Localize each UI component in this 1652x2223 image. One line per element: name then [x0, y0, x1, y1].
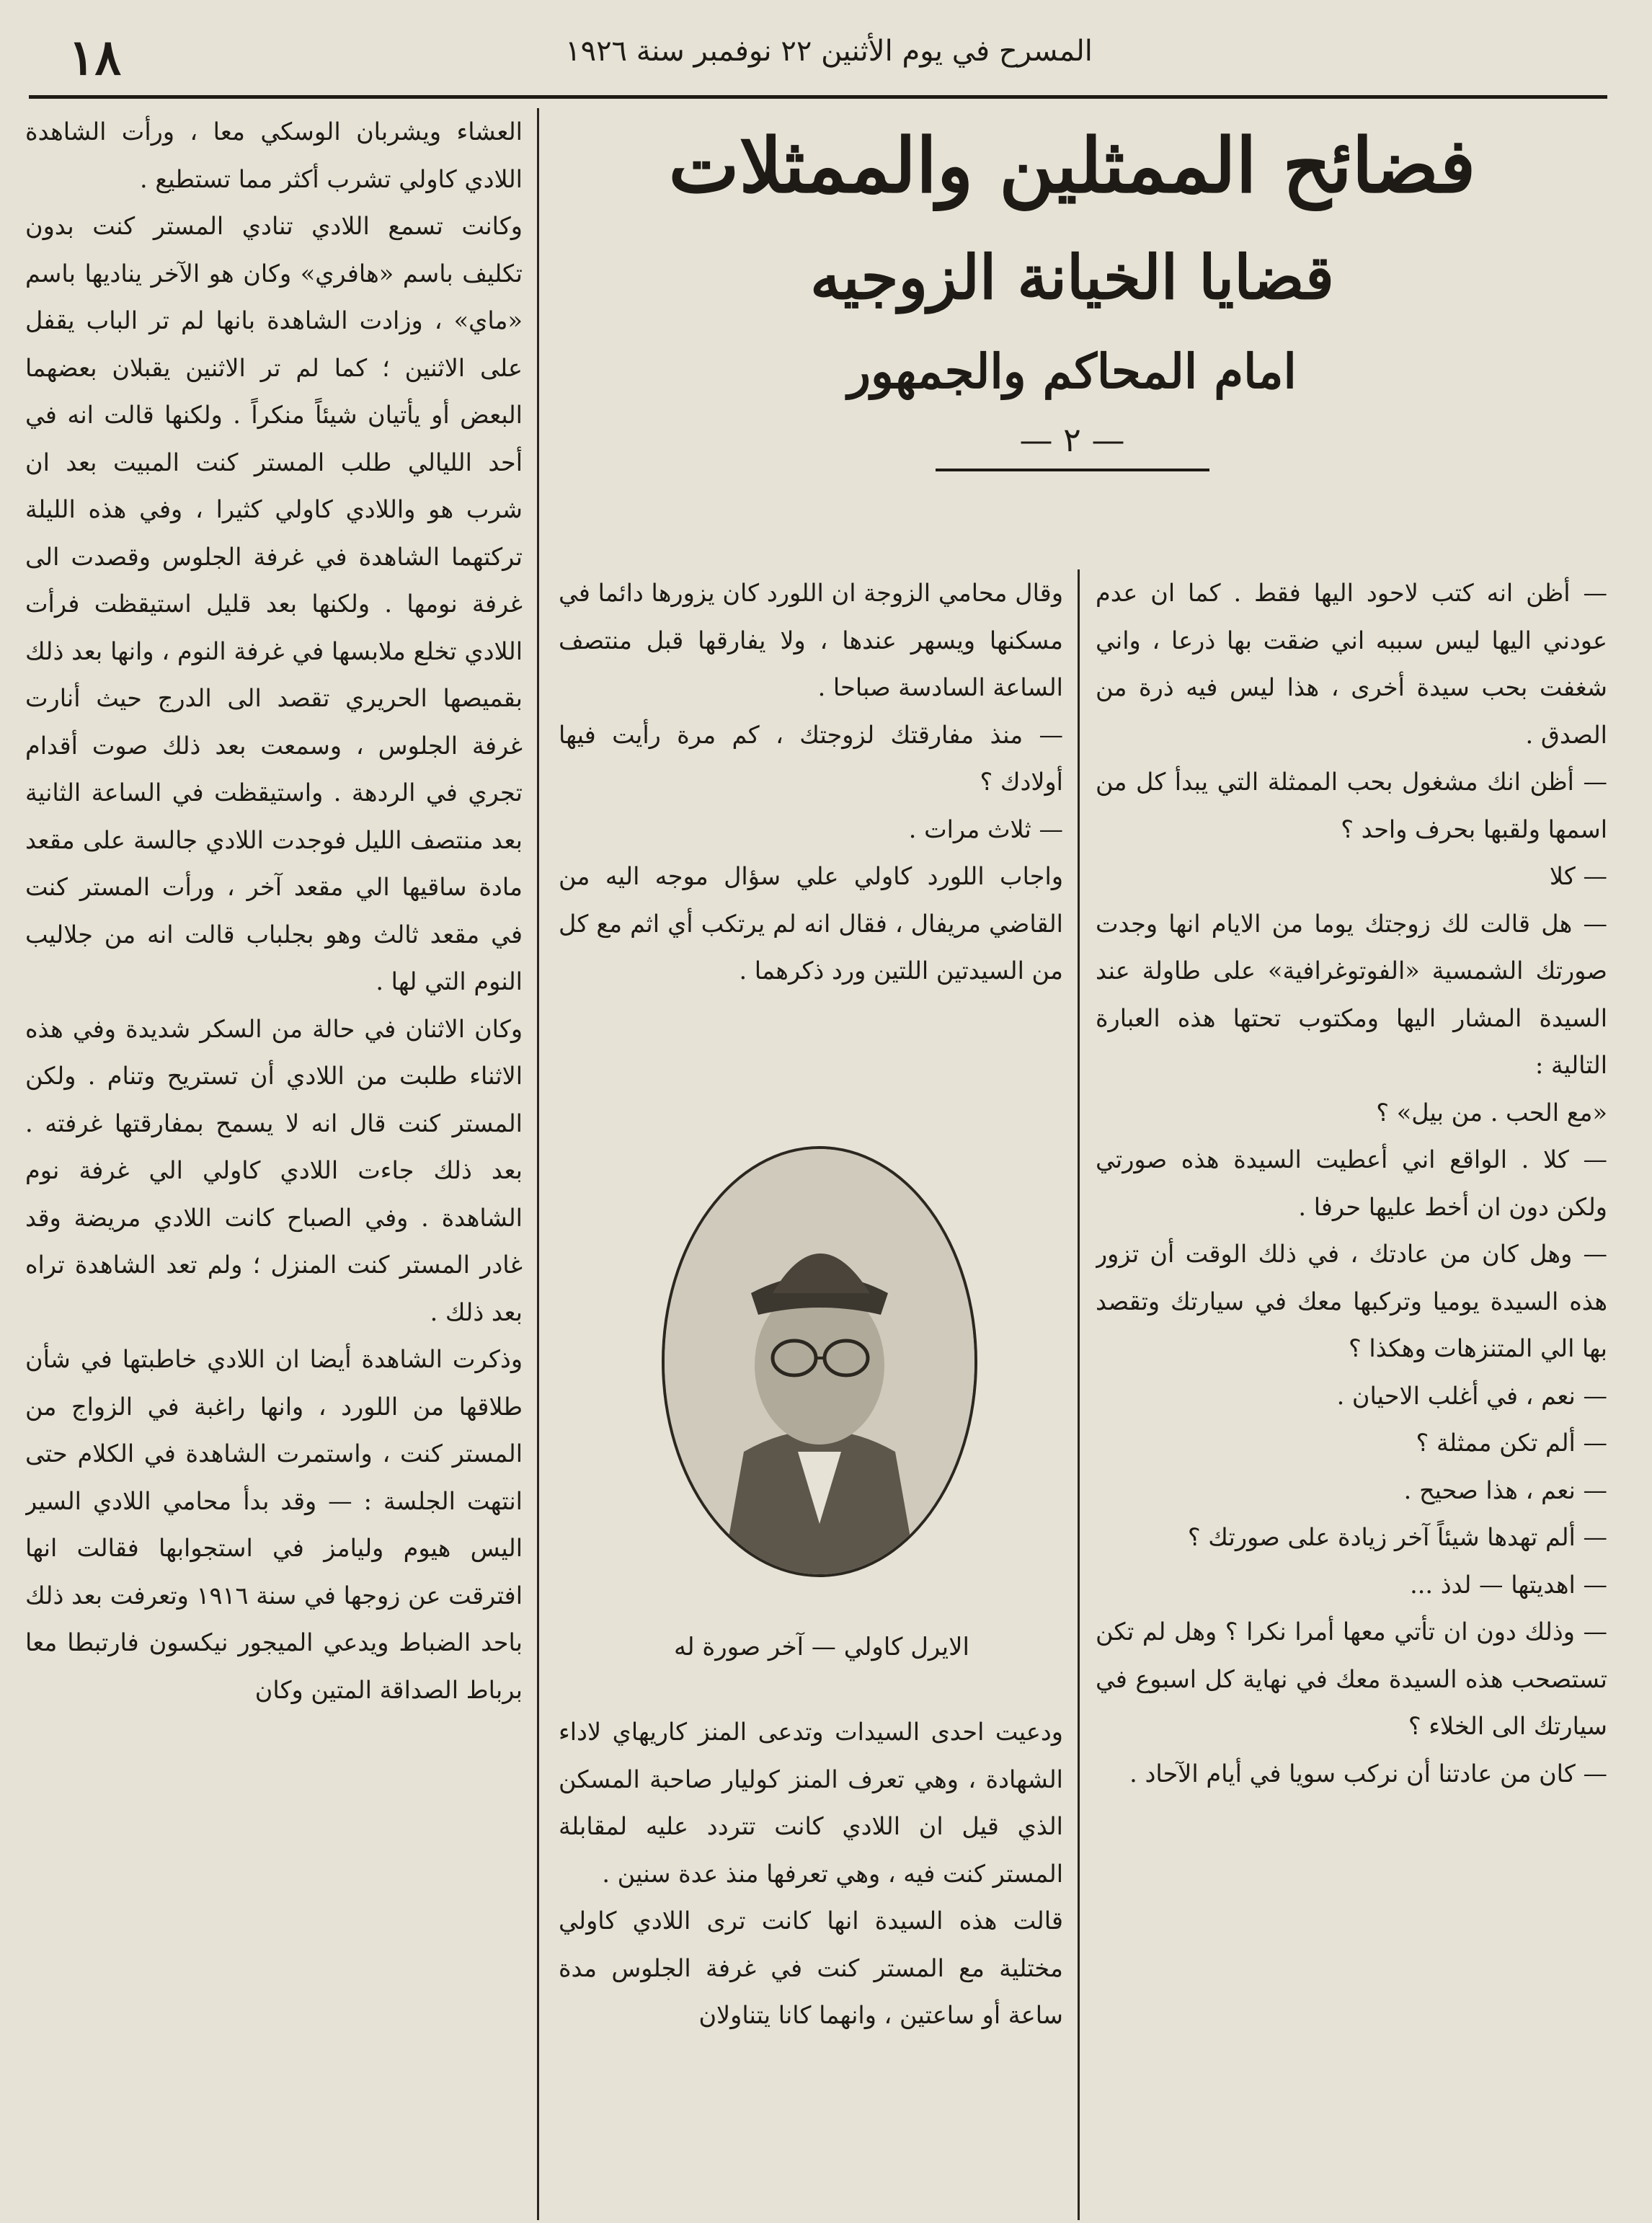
paragraph: — أظن انه كتب لاحود اليها فقط . كما ان عدم عودني اليها ليس سببه اني ضقت بها ذرعا ، واني شغفت بحب سيدة أخرى ، هذا ليس فيه ذرة من الصدق . — [1096, 579, 1607, 749]
column-left — [25, 108, 523, 2213]
photo-caption: الايرل كاولي — آخر صورة له — [674, 1633, 969, 1661]
column-right — [1096, 569, 1607, 2213]
paragraph: قالت هذه السيدة انها كانت ترى اللادي كاولي مختلية مع المستر كنت في غرفة الجلوس مدة ساعة أو ساعتين ، وانهما كانا يتناولان — [559, 1907, 1063, 2029]
paragraph: — ألم تكن ممثلة ؟ — [1416, 1429, 1607, 1457]
paragraph: ودعيت احدى السيدات وتدعى المنز كاريهاي لاداء الشهادة ، وهي تعرف المنز كوليار صاحبة المسكن الذي قيل ان اللادي كانت تتردد عليه لمقابلة المستر كنت فيه ، وهي تعرفها منذ عدة سنين . — [559, 1718, 1063, 1888]
paragraph: وقال محامي الزوجة ان اللورد كان يزورها دائما في مسكنها ويسهر عندها ، ولا يفارقها قبل منتصف الساعة السادسة صباحا . — [559, 579, 1063, 701]
paragraph: وكان الاثنان في حالة من السكر شديدة وفي هذه الاثناء طلبت من اللادي أن تستريح وتنام . ولكن المستر كنت قال انه لا يسمح بمفارقتها غرفته . بعد ذلك جاءت اللادي كاولي الي غرفة نوم الشاهدة . وفي الصباح كانت اللادي مريضة وقد غادر المستر كنت المنزل ؛ ولم تعد الشاهدة تراه بعد ذلك . — [25, 1014, 523, 1326]
running-title: المسرح في يوم الأثنين ٢٢ نوفمبر سنة ١٩٢٦ — [565, 35, 1093, 68]
paragraph: — اهديتها — لدذ ... — [1410, 1570, 1607, 1599]
paragraph: «مع الحب . من بيل» ؟ — [1376, 1098, 1607, 1127]
page-number: ١٨ — [68, 29, 122, 86]
portrait-photo — [662, 1146, 977, 1577]
paragraph: — وهل كان من عادتك ، في ذلك الوقت أن تزور هذه السيدة يوميا وتركبها معك في سيارتك وتقصد بها الي المتنزهات وهكذا ؟ — [1096, 1240, 1607, 1362]
paragraph: — كلا . الواقع اني أعطيت السيدة هذه صورتي ولكن دون ان أخط عليها حرفا . — [1096, 1145, 1607, 1221]
paragraph: وذكرت الشاهدة أيضا ان اللادي خاطبتها في شأن طلاقها من اللورد ، وانها راغبة في الزواج من المستر كنت ، واستمرت الشاهدة في الكلام حتى انتهت الجلسة : — وقد بدأ محامي اللادي السير اليس هيوم وليامز في استجوابها فقالت انها افترقت عن زوجها في سنة ١٩١٦ وتعرفت بعد ذلك باحد الضباط ويدعي الميجور نيكسون فارتبطا معا برباط الصداقة المتين وكان — [25, 1345, 523, 1704]
paragraph: — نعم ، هذا صحيح . — [1403, 1476, 1607, 1504]
paragraph: — منذ مفارقتك لزوجتك ، كم مرة رأيت فيها أولادك ؟ — [559, 720, 1063, 796]
part-number: — ٢ — — [1019, 420, 1125, 459]
paragraph: — ثلاث مرات . — [908, 815, 1063, 843]
paragraph: العشاء ويشربان الوسكي معا ، ورأت الشاهدة اللادي كاولي تشرب أكثر مما تستطيع . — [25, 117, 523, 193]
paragraph: — ألم تهدها شيئاً آخر زيادة على صورتك ؟ — [1187, 1523, 1607, 1551]
column-middle-bottom — [559, 1708, 1063, 2213]
column-divider-right — [1078, 569, 1080, 2220]
paragraph: وكانت تسمع اللادي تنادي المستر كنت بدون تكليف باسم «هافري» وكان هو الآخر يناديها باسم «ماي» ، وزادت الشاهدة بانها لم تر الباب يقفل على الاثنين ؛ كما لم تر الاثنين يقبلان بعضهما البعض أو يأتيان شيئاً منكراً . ولكنها قالت انه في أحد الليالي طلب المستر كنت المبيت بعد ان شرب هو واللادي كاولي كثيرا ، وفي هذه الليلة تركتهما الشاهدة في غرفة الجلوس وقصدت الى غرفة نومها . ولكنها بعد قليل استيقظت فرأت اللادي تخلع ملابسها في غرفة النوم ، وانها بعد ذلك بقميصها الحريري تقصد الى الدرج حيث أنارت غرفة الجلوس ، وسمعت بعد ذلك صوت أقدام تجري في الردهة . واستيقظت في الساعة الثانية بعد منتصف الليل فوجدت اللادي جالسة على مقعد مادة ساقيها الي مقعد آخر ، ورأت المستر كنت في مقعد ثالث وهو بجلباب قالت انه من جلاليب النوم التي لها . — [25, 212, 523, 995]
paragraph: — كان من عادتنا أن نركب سويا في أيام الآحاد . — [1129, 1759, 1607, 1788]
paragraph: واجاب اللورد كاولي علي سؤال موجه اليه من القاضي مريفال ، فقال انه لم يرتكب أي اثم مع كل من السيدتين اللتين ورد ذكرهما . — [559, 862, 1063, 985]
ornament-rule — [936, 469, 1209, 471]
paragraph: — وذلك دون ان تأتي معها أمرا نكرا ؟ وهل لم تكن تستصحب هذه السيدة معك في نهاية كل اسبوع في سيارتك الى الخلاء ؟ — [1096, 1618, 1607, 1740]
paragraph: — كلا — [1549, 862, 1607, 890]
header-rule — [29, 95, 1607, 99]
paragraph: — هل قالت لك زوجتك يوما من الايام انها وجدت صورتك الشمسية «الفوتوغرافية» على طاولة عند السيدة المشار اليها ومكتوب تحتها هذه العبارة التالية : — [1096, 909, 1607, 1079]
article-subtitle-2: امام المحاكم والجمهور — [848, 343, 1297, 399]
page-header — [0, 0, 1652, 101]
article-heading — [537, 108, 1607, 471]
paragraph: — نعم ، في أغلب الاحيان . — [1336, 1381, 1607, 1410]
article-title: فضائح الممثلين والممثلات — [668, 121, 1476, 210]
paragraph: — أظن انك مشغول بحب الممثلة التي يبدأ كل من اسمها ولقبها بحرف واحد ؟ — [1096, 768, 1607, 843]
column-middle-top — [559, 569, 1063, 1132]
article-subtitle: قضايا الخيانة الزوجيه — [810, 241, 1334, 313]
